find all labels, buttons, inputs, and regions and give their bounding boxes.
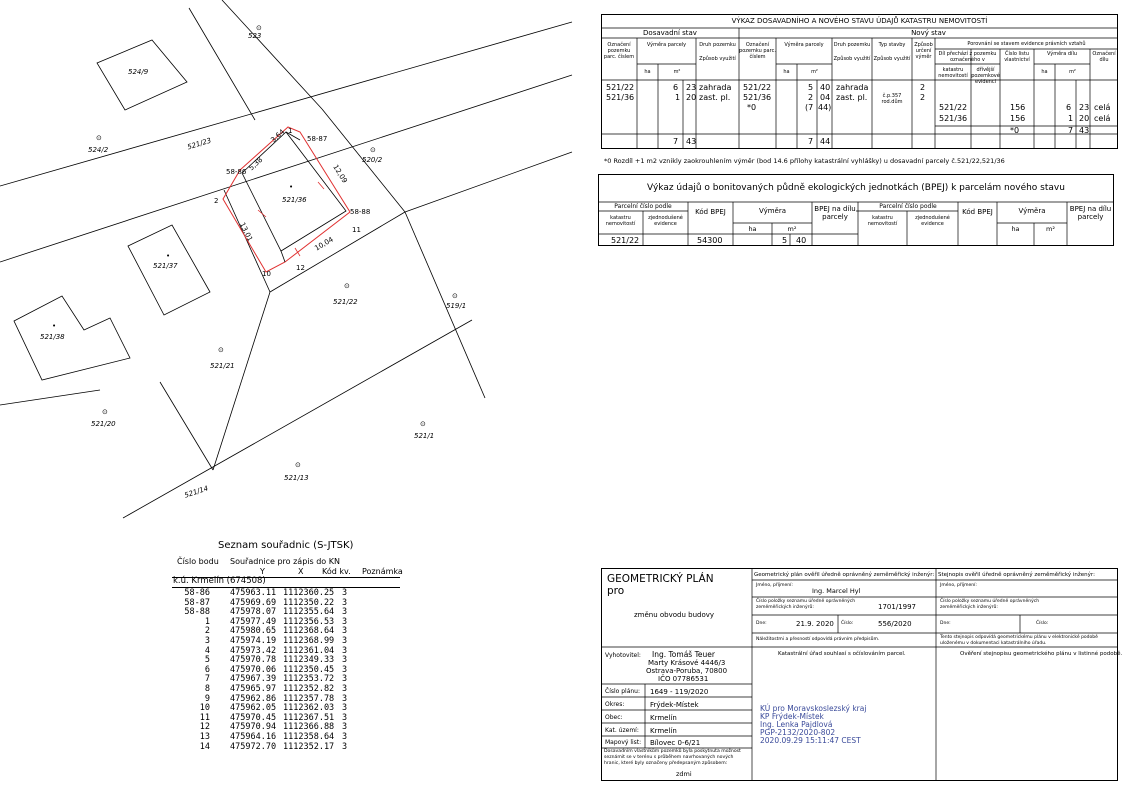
sum-old: 7 <box>673 137 679 146</box>
coord-cell: 1112352.17 <box>283 741 335 752</box>
coord-cell: 1112356.53 <box>283 616 335 627</box>
coord-cell: 3 <box>342 674 348 685</box>
mapovy: Bílovec 0-6/21 <box>650 739 701 747</box>
seznam-title: Seznam souřadnic (S-JTSK) <box>218 540 354 551</box>
parcel-marker: ⊙ <box>256 24 262 32</box>
table-row: 20 <box>1079 114 1090 123</box>
table-row: (7 <box>805 103 814 112</box>
tento-note: Tento stejnopis odpovídá geometrickému plánu v elektronické podobě uloženému v dokumentaci katastrálního úřadu. <box>940 635 1098 646</box>
bpej-header: Kód BPEJ <box>695 208 726 216</box>
coord-cell: 8 <box>204 684 210 694</box>
coord-cell: 1112358.64 <box>283 732 335 742</box>
seznam-header: Kód kv. <box>322 567 351 576</box>
coord-cell: 475970.06 <box>230 664 277 675</box>
bpej-header: zjednodušené evidence <box>648 215 683 227</box>
seznam-header: Y <box>260 567 265 576</box>
coord-cell: 3 <box>342 684 348 694</box>
bpej-header: ha <box>1011 225 1020 233</box>
vykaz-header: Porovnání se stavem evidence právních vztahů <box>967 41 1086 47</box>
cislo3-label: Číslo položky seznamu úředně oprávněných zeměměřických inženýrů: <box>940 599 1040 610</box>
coord-cell: 14 <box>199 741 210 752</box>
coord-cell: 475970.94 <box>230 722 277 733</box>
table-row: 521/22 <box>939 103 968 112</box>
coord-cell: 3 <box>342 703 348 714</box>
cislo-label: Číslo položky seznamu úředně oprávněných zeměměřických inženýrů: <box>756 599 856 610</box>
coord-cell: 475962.05 <box>230 703 277 714</box>
parcel-marker: • <box>289 183 294 191</box>
coord-cell: 475977.49 <box>230 616 277 627</box>
overeni-note: Ověření stejnopisu geometrického plánu v listinné podobě. <box>960 651 1123 657</box>
table-row: *0 <box>1010 126 1020 135</box>
dne-label: Dne: <box>756 621 767 626</box>
bpej-row: 54300 <box>697 236 723 245</box>
parcel-label: 521/1 <box>414 432 435 440</box>
table-row: 23 <box>686 83 697 92</box>
coord-cell: 1112361.04 <box>283 645 335 656</box>
coord-cell: 3 <box>342 693 348 704</box>
table-row: 521/36 <box>743 93 772 102</box>
parcel-marker: • <box>166 252 171 260</box>
vykaz-header: Výměra parcely <box>784 42 824 48</box>
vykaz-header: Druh pozemku <box>699 42 736 48</box>
coord-cell: 475963.11 <box>230 588 277 598</box>
table-row: 2 <box>920 83 926 92</box>
coord-cell: 1 <box>204 616 210 627</box>
bpej-header: Výměra <box>1018 207 1046 215</box>
parcel-marker: ⊙ <box>370 146 376 154</box>
coord-cell: 4 <box>204 645 210 656</box>
vykaz-header: Označení dílu <box>1092 51 1116 63</box>
parcel-marker: ⊙ <box>420 420 426 428</box>
dimension-label: 12,09 <box>331 163 349 185</box>
parcel-marker: ⊙ <box>295 461 301 469</box>
table-row: 7 <box>1068 126 1074 135</box>
vykaz-header: m² <box>673 69 681 75</box>
seznam-header: Poznámka <box>362 567 403 576</box>
dimension-label: 3,64 <box>269 127 287 145</box>
vyhotovitel: IČO 07786531 <box>658 675 709 683</box>
table-row: 156 <box>1010 103 1026 112</box>
coord-cell: 3 <box>342 741 348 752</box>
table-row: 20 <box>686 93 697 102</box>
jmeno2-label: Jméno, příjmení: <box>940 583 977 588</box>
cislo-planu: 1649 - 119/2020 <box>650 688 709 696</box>
coord-cell: 475964.16 <box>230 732 277 742</box>
parcel-marker: ⊙ <box>344 282 350 290</box>
dimension-label: 10,04 <box>313 235 335 253</box>
table-row: 6 <box>673 83 679 92</box>
coord-cell: 2 <box>204 626 210 637</box>
coord-cell: 1112368.99 <box>283 636 335 646</box>
parcel-label: 521/38 <box>40 333 65 341</box>
stejnopis-header: Stejnopis ověřil úředně oprávněný zeměměřický inženýr: <box>938 572 1095 578</box>
coord-cell: 475962.86 <box>230 693 277 704</box>
table-row: 521/36 <box>939 114 968 123</box>
table-row: 1 <box>675 93 681 102</box>
parcel-marker: ⊙ <box>452 292 458 300</box>
zdmi: zdmi <box>676 770 692 778</box>
table-row: celá <box>1094 103 1111 112</box>
sum-new: 7 <box>808 137 814 146</box>
obec-label: Obec: <box>605 714 623 721</box>
coord-cell: 3 <box>342 626 348 637</box>
bpej-header: BPEJ na dílu parcely <box>814 205 856 221</box>
parcel-label: 521/20 <box>91 420 116 428</box>
vykaz-header: ha <box>783 69 790 75</box>
table-row: 2 <box>920 93 926 102</box>
vykaz-dosavadni: Dosavadní stav <box>643 29 697 37</box>
table-row: 2 <box>808 93 814 102</box>
bpej-header: m² <box>787 225 797 233</box>
vykaz-header: m² <box>811 69 818 75</box>
bpej-row: 5 <box>782 236 788 245</box>
parcel-label: 521/21 <box>210 362 235 370</box>
cislo-planu-label: Číslo plánu: <box>605 688 641 695</box>
coord-cell: 3 <box>342 607 348 618</box>
coord-cell: 1112357.78 <box>283 693 335 704</box>
parcel-label: 521/13 <box>284 474 309 482</box>
coord-cell: 3 <box>342 722 348 733</box>
sum-new: 44 <box>820 137 831 146</box>
okres: Frýdek-Místek <box>650 701 699 709</box>
coord-cell: 1112362.03 <box>283 703 335 714</box>
coord-cell: 3 <box>342 597 348 608</box>
coord-cell: 3 <box>342 664 348 675</box>
point-label: 2 <box>214 197 219 205</box>
coord-cell: 1112355.64 <box>283 607 335 618</box>
bpej-header: Výměra <box>758 207 787 215</box>
parcel-label: 524/2 <box>88 146 109 154</box>
bpej-row: 40 <box>796 236 807 245</box>
seznam-header: Souřadnice pro zápis do KN <box>230 557 340 566</box>
table-row: 521/22 <box>606 83 635 92</box>
obec: Krmelín <box>650 714 677 722</box>
signature-line: PGP-2132/2020-802 <box>760 728 836 737</box>
vykaz-header: Díl přechází z pozemku označeného v <box>938 51 997 63</box>
coord-cell: 475978.07 <box>230 607 277 618</box>
parcel-label: 521/37 <box>153 262 178 270</box>
dosavadnim-note: Dosavadním vlastníkům pozemků byla poskytnuta možnost seznámit se v terénu s průběhem navrhovaných nových hranic, které byly označeny předepsaným způsobem: <box>604 749 741 766</box>
coord-cell: 3 <box>204 636 210 646</box>
vyhotovitel: Ing. Tomáš Teuer <box>652 650 715 659</box>
coord-cell: 1112368.64 <box>283 626 335 637</box>
table-row: 04 <box>820 93 831 102</box>
coord-cell: 475970.78 <box>230 655 277 666</box>
nalez: Náležitostmi a přesností odpovídá právním předpisům. <box>756 637 880 642</box>
signature-line: KP Frýdek-Místek <box>760 712 824 721</box>
coord-cell: 475967.39 <box>230 674 277 685</box>
electronic-signature <box>760 705 866 745</box>
vykaz-header: ha <box>644 69 651 75</box>
seznam-ku: k.ú. Krmelín (674508) <box>173 576 266 586</box>
point-label: 58-87 <box>307 135 328 143</box>
vykaz-header: Způsob využití <box>699 56 736 62</box>
coord-cell: 475970.45 <box>230 712 277 723</box>
vykaz-novy: Nový stav <box>911 29 946 37</box>
coord-cell: 6 <box>204 664 210 675</box>
coord-cell: 3 <box>342 616 348 627</box>
point-label: 12 <box>296 264 305 272</box>
vykaz-header: dřívější pozemkové evidenci <box>971 67 1000 85</box>
coord-cell: 1112353.72 <box>283 674 335 685</box>
vykaz-header: Výměra dílu <box>1046 51 1078 57</box>
coord-cell: 1112366.88 <box>283 722 335 733</box>
coord-cell: 3 <box>342 732 348 742</box>
vyhotovitel-label: Vyhotovitel: <box>605 652 641 659</box>
coord-cell: 58-87 <box>184 597 210 608</box>
cislo: 1701/1997 <box>878 603 916 611</box>
vykaz-header: m² <box>1069 69 1076 75</box>
parcel-label: 520/2 <box>362 156 383 164</box>
parcel-label: 524/9 <box>128 68 149 76</box>
coord-cell: 475969.69 <box>230 597 277 608</box>
parcel-marker: ⊙ <box>96 134 102 142</box>
coord-cell: 1112367.51 <box>283 712 335 723</box>
bpej-header: m² <box>1046 225 1055 233</box>
parcel-label: 521/14 <box>183 484 210 500</box>
coord-cell: 475972.70 <box>230 741 277 752</box>
vyhotovitel: Marty Krásové 4446/3 <box>648 659 726 667</box>
coord-cell: 3 <box>342 655 348 666</box>
coord-cell: 58-88 <box>184 607 210 618</box>
cislo2-label: Číslo: <box>841 621 854 626</box>
vykaz-header: Způsob využití <box>833 56 871 62</box>
table-row: 6 <box>1066 103 1072 112</box>
coord-cell: 1112349.33 <box>283 655 335 666</box>
table-row: *0 <box>747 103 757 112</box>
coord-cell: 13 <box>199 732 210 742</box>
parcel-marker: • <box>52 322 57 330</box>
sum-old: 43 <box>686 137 697 146</box>
signature-line: KÚ pro Moravskoslezský kraj <box>760 704 867 713</box>
ku-label: Kat. území: <box>605 727 639 734</box>
coord-cell: 3 <box>342 636 348 646</box>
coord-cell: 475973.42 <box>230 645 277 656</box>
coord-cell: 3 <box>342 588 348 598</box>
coord-cell: 10 <box>199 703 210 714</box>
stamp-title: GEOMETRICKÝ PLÁN <box>607 573 714 585</box>
parcel-label: 521/36 <box>282 196 307 204</box>
vykaz-header: Označení pozemku parc. číslem <box>739 42 776 60</box>
table-row: 156 <box>1010 114 1026 123</box>
bpej-header: katastru nemovitostí <box>867 215 898 227</box>
bpej-header: zjednodušené evidence <box>915 215 950 227</box>
coord-cell: 1112350.22 <box>283 597 335 608</box>
coord-cell: 7 <box>204 674 210 685</box>
vykaz-header: Výměra parcely <box>646 42 687 48</box>
table-row: zahrada <box>699 83 732 92</box>
parcel-marker: ⊙ <box>218 346 224 354</box>
parcel-label: 521/22 <box>333 298 358 306</box>
parcel-label: 523 <box>248 32 262 40</box>
coord-cell: 11 <box>199 712 210 723</box>
vykaz-header: Způsob určení výměr <box>914 42 933 60</box>
stamp-pro: pro <box>607 585 625 597</box>
dne2-label: Dne: <box>940 621 951 626</box>
signature-line: 2020.09.29 15:11:47 CEST <box>760 736 861 745</box>
parcel-label: 521/23 <box>186 136 213 152</box>
coord-cell: 3 <box>342 645 348 656</box>
seznam-header: X <box>298 567 304 576</box>
stamp-purpose: změnu obvodu budovy <box>634 611 715 619</box>
bpej-header: Kód BPEJ <box>962 208 993 216</box>
vykaz-note: *0 Rozdíl +1 m2 vznikly zaokrouhlením výměr (bod 14.6 přílohy katastrální vyhlášky) u dosavadní parcely č.521/22,521/36 <box>604 157 1005 165</box>
vykaz-header: Číslo listu vlastnictví <box>1004 51 1030 63</box>
vykaz-header: Způsob využití <box>873 56 911 62</box>
vyhotovitel: Ostrava-Poruba, 70800 <box>646 667 728 675</box>
vykaz-header: Typ stavby <box>878 42 906 48</box>
table-row: zast. pl. <box>699 93 731 102</box>
cislo4-label: Číslo: <box>1036 621 1049 626</box>
cislo2: 556/2020 <box>878 620 912 628</box>
bpej-title: Výkaz údajů o bonitovaných půdně ekologických jednotkách (BPEJ) k parcelám nového stavu <box>647 183 1065 193</box>
table-row: zahrada <box>836 83 869 92</box>
table-row: 5 <box>808 83 814 92</box>
dne: 21.9. 2020 <box>796 620 834 628</box>
dimension-label: 13,01 <box>238 221 255 243</box>
jmeno: Ing. Marcel Hyl <box>812 587 861 595</box>
coord-cell: 1112352.82 <box>283 684 335 694</box>
coord-cell: 475980.65 <box>230 626 277 637</box>
coord-cell: 475974.19 <box>230 636 277 646</box>
vykaz-header: katastru nemovitostí <box>938 67 968 79</box>
coord-cell: 1112360.25 <box>283 588 335 598</box>
coord-cell: 9 <box>204 693 210 704</box>
bpej-header: Parcelní číslo podle <box>879 203 937 210</box>
coord-cell: 5 <box>204 655 210 666</box>
table-row: celá <box>1094 114 1111 123</box>
table-row: 43 <box>1079 126 1090 135</box>
point-label: 10 <box>262 270 271 278</box>
coord-cell: 12 <box>199 722 210 733</box>
vykaz-header: Označení pozemku parc. číslem <box>603 42 635 60</box>
table-row: 40 <box>820 83 831 92</box>
dimension-label: 5,38 <box>247 155 265 173</box>
table-row: zast. pl. <box>836 93 868 102</box>
jmeno-label: Jméno, příjmení: <box>756 583 793 588</box>
bpej-header: ha <box>748 225 757 233</box>
parcel-marker: ⊙ <box>102 408 108 416</box>
coord-cell: 3 <box>342 712 348 723</box>
ku: Krmelín <box>650 727 677 735</box>
bpej-header: katastru nemovitostí <box>605 215 636 227</box>
point-label: 58-86 <box>226 168 247 176</box>
overil-header: Geometrický plán ověřil úředně oprávněný zeměměřický inženýr: <box>754 572 935 578</box>
table-row: 521/22 <box>743 83 772 92</box>
seznam-header: Číslo bodu <box>177 557 219 566</box>
point-label: 58-88 <box>350 208 371 216</box>
bpej-header: Parcelní číslo podle <box>614 203 672 210</box>
table-row: č.p.357 rod.dům <box>881 93 903 105</box>
coord-cell: 1112350.45 <box>283 664 335 675</box>
table-row: 521/36 <box>606 93 635 102</box>
bpej-row: 521/22 <box>611 236 640 245</box>
table-row: 44) <box>818 103 832 112</box>
point-label: 1 <box>288 127 293 135</box>
table-row: 1 <box>1068 114 1074 123</box>
coord-cell: 475965.97 <box>230 684 277 694</box>
bpej-header: BPEJ na dílu parcely <box>1069 205 1112 221</box>
coord-cell: 58-86 <box>184 588 210 598</box>
mapovy-label: Mapový list: <box>605 739 642 746</box>
okres-label: Okres: <box>605 701 625 708</box>
table-row: 23 <box>1079 103 1090 112</box>
katastr-note: Katastrální úřad souhlasí s očíslováním parcel. <box>778 651 906 657</box>
vykaz-header: Druh pozemku <box>833 42 871 48</box>
vykaz-header: ha <box>1041 69 1048 75</box>
signature-line: Ing. Lenka Pajdlová <box>760 720 833 729</box>
parcel-label: 519/1 <box>446 302 467 310</box>
point-label: 11 <box>352 226 361 234</box>
vykaz-title: VÝKAZ DOSAVADNÍHO A NOVÉHO STAVU ÚDAJŮ KATASTRU NEMOVITOSTÍ <box>731 17 988 25</box>
